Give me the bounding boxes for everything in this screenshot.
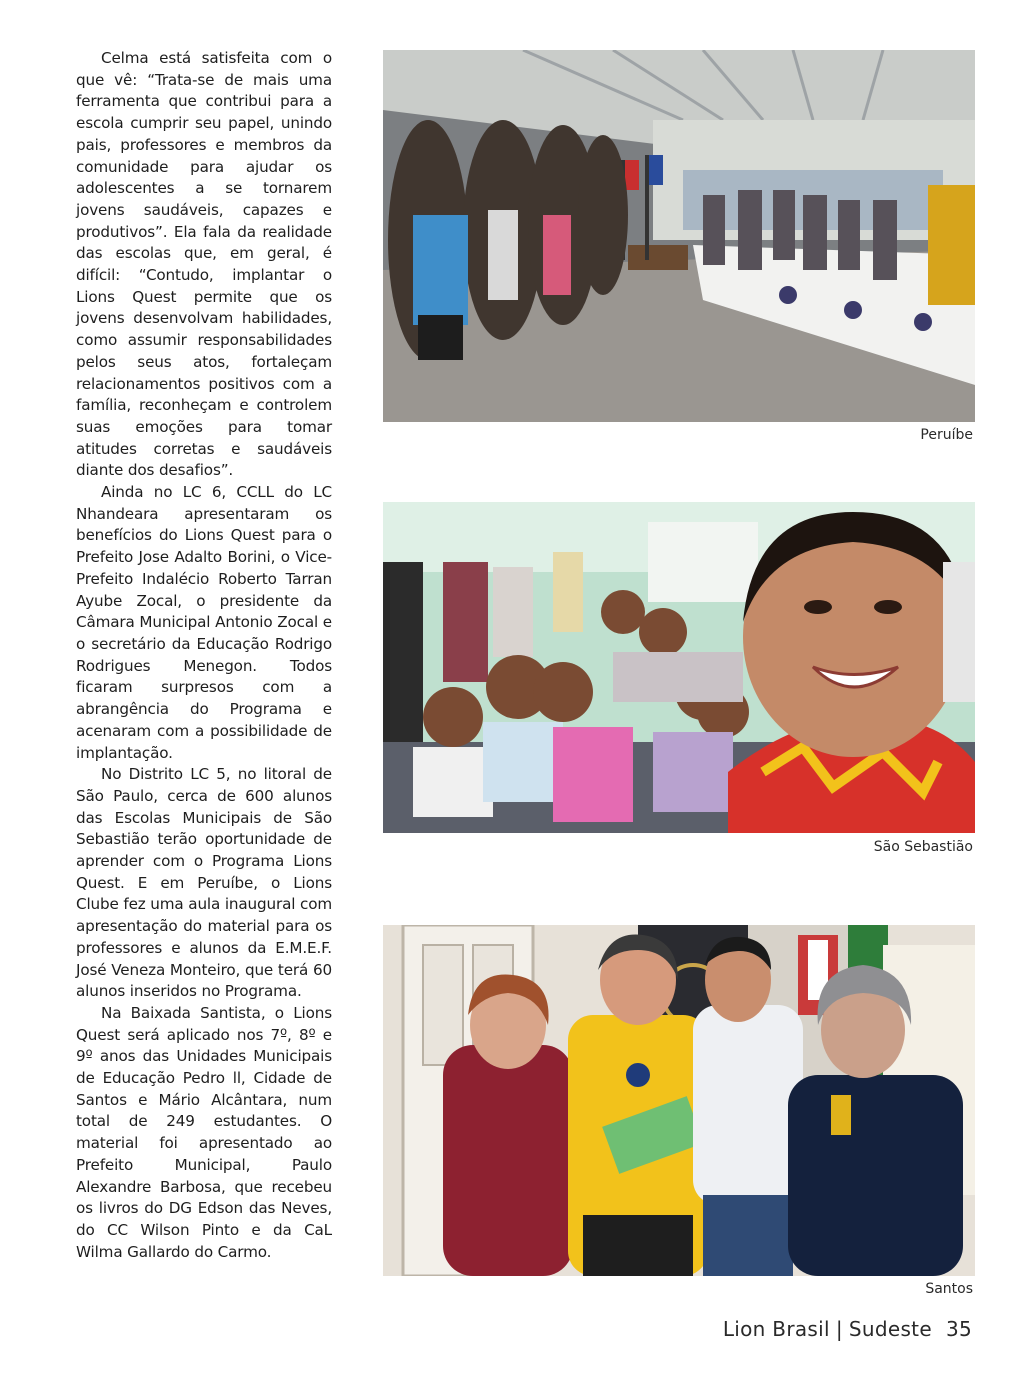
photo-peruibe [383,50,975,422]
photo-caption: Santos [925,1281,973,1297]
magazine-name: Lion Brasil [722,1317,830,1341]
photo-sao-sebastiao [383,502,975,833]
footer-separator: | [835,1317,843,1341]
mayor-meeting-image [383,925,975,1276]
gymnasium-ceremony-image [383,50,975,422]
article-paragraph: Na Baixada Santista, o Lions Quest será aplicado nos 7º, 8º e 9º anos das Unidades Municipais de Educação Pedro ll, Cidade de Santos e Mário Alcântara, num total de 249 estudantes. O material foi apresentado ao Prefeito Municipal, Paulo Alexandre Barbosa, que recebeu os livros do DG Edson das Neves, do CC Wilson Pinto e da CaL Wilma Gallardo do Carmo. [76,1003,332,1261]
photo-santos [383,925,975,1276]
article-paragraph: Celma está satisfeita com o que vê: “Trata-se de mais uma ferramenta que contribui para a escola cumprir seu papel, unindo pais, professores e membros da comunidade para ajudar os adolescentes a se tornarem jovens saudáveis, capazes e produtivos”. Ela fala da realidade das escolas que, em geral, é difícil: “Contudo, implantar o Lions Quest permite que os jovens desenvolvam habilidades, como assumir responsabilidades pelos seus atos, fortaleçam relacionamentos positivos com a família, reconheçam e controlem suas emoções para tomar atitudes corretas e saudáveis diante dos desafios”. [76,49,332,480]
page-number: 35 [945,1317,972,1341]
photo-caption: Peruíbe [920,427,973,443]
students-selfie-image [383,502,975,833]
article-paragraph: No Distrito LC 5, no litoral de São Paulo, cerca de 600 alunos das Escolas Municipais de São Sebastião terão oportunidade de aprender com o Programa Lions Quest. E em Peruíbe, o Lions Clube fez uma aula inaugural com apresentação do material para os professores e alunos da E.M.E.F. José Veneza Monteiro, que terá 60 alunos inseridos no Programa. [76,765,332,1001]
section-name: Sudeste [848,1317,932,1341]
page-footer [723,1317,972,1341]
article-text-column [76,48,332,1263]
article-paragraph: Ainda no LC 6, CCLL do LC Nhandeara apresentaram os benefícios do Lions Quest para o Prefeito Jose Adalto Borini, o Vice-Prefeito Indalécio Roberto Tarran Ayube Zocal, o presidente da Câmara Municipal Antonio Zocal e o secretário da Educação Rodrigo Rodrigues Menegon. Todos ficaram surpresos com a abrangência do Programa e acenaram com a possibilidade de implantação. [76,483,332,762]
photo-caption: São Sebastião [873,839,973,855]
